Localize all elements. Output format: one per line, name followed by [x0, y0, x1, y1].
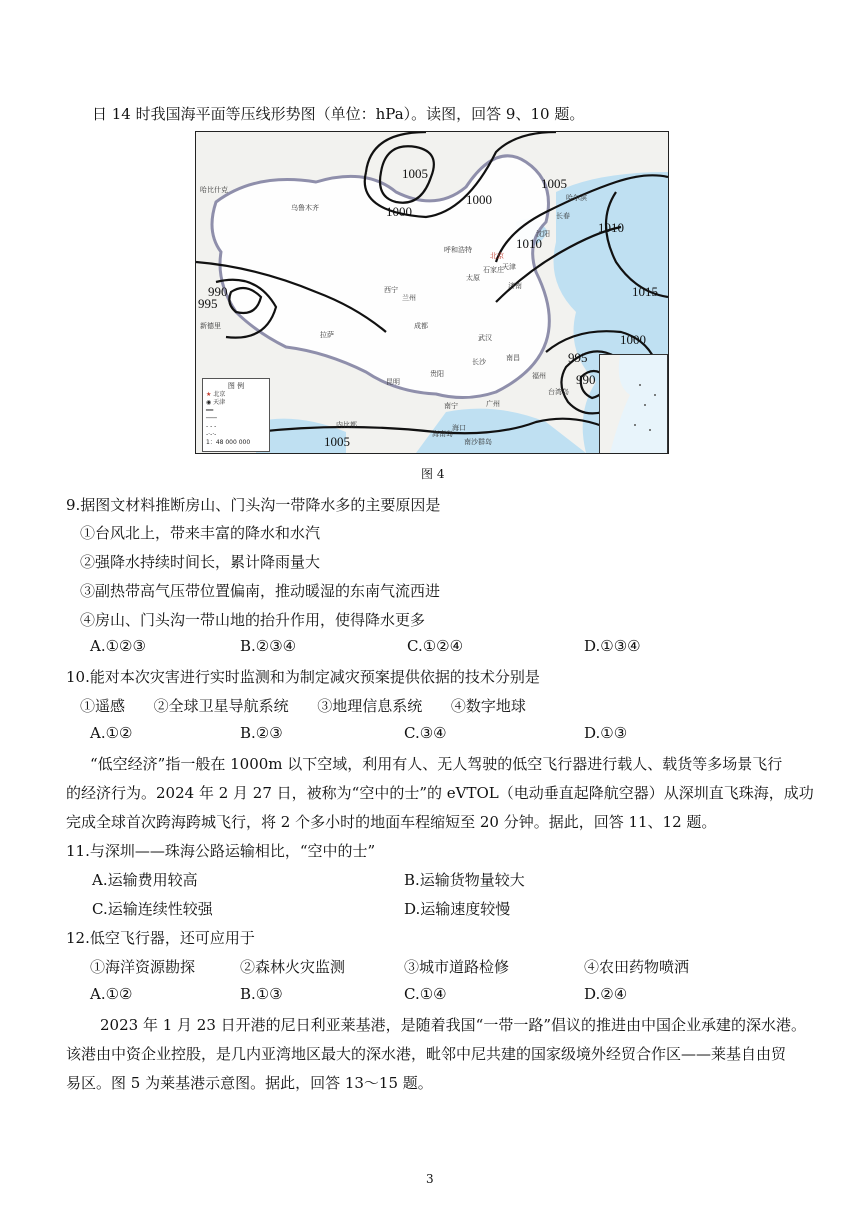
passage2-line: 易区。图 5 为莱基港示意图。据此，回答 13～15 题。 — [66, 1074, 433, 1092]
city-label: 呼和浩特 — [444, 246, 472, 254]
city-label: 南沙群岛 — [464, 438, 492, 446]
legend-item: ★ 北京 — [206, 391, 226, 398]
city-label: 长春 — [556, 212, 570, 220]
q9-option-c[interactable]: C.①②④ — [407, 637, 464, 655]
q12-stem: 12.低空飞行器，还可应用于 — [66, 929, 255, 947]
legend-item: ◉ 天津 — [206, 399, 226, 406]
legend-title: 图 例 — [227, 382, 245, 390]
city-label: 济南 — [508, 282, 522, 290]
legend-item: ━━ — [206, 407, 214, 414]
q11-option-c[interactable]: C.运输连续性较强 — [92, 900, 213, 918]
q9-option-a[interactable]: A.①②③ — [90, 637, 146, 655]
city-label: 内比都 — [336, 421, 357, 429]
passage1-line: 的经济行为。2024 年 2 月 27 日，被称为“空中的士”的 eVTOL（电动垂直起降航空器）从深圳直飞珠海，成功 — [66, 784, 814, 802]
q12-item: ②森林火灾监测 — [240, 958, 346, 976]
city-label: 长沙 — [472, 358, 486, 366]
isobar-label: 1005 — [402, 166, 428, 181]
isobar-label: 990 — [208, 284, 228, 299]
q9-item: ①台风北上，带来丰富的降水和水汽 — [80, 524, 321, 542]
q10-option-c[interactable]: C.③④ — [404, 724, 447, 742]
passage2-line: 2023 年 1 月 23 日开港的尼日利亚莱基港，是随着我国“一带一路”倡议的推进由中国企业承建的深水港。 — [100, 1016, 806, 1034]
passage1-line: 完成全球首次跨海跨城飞行，将 2 个多小时的地面车程缩短至 20 分钟。据此，回答 11、12 题。 — [66, 813, 717, 831]
isobar-label: 1010 — [516, 236, 542, 251]
legend-scale: 1：48 000 000 — [206, 439, 251, 446]
figure-caption: 图 4 — [421, 467, 445, 481]
city-label: 拉萨 — [320, 331, 334, 339]
city-label: 哈尔滨 — [566, 194, 587, 202]
isobar-label: 995 — [568, 350, 588, 365]
legend-item-label: 天津 — [213, 399, 226, 406]
q12-option-b[interactable]: B.①③ — [240, 985, 283, 1003]
q12-item: ④农田药物喷洒 — [584, 958, 690, 976]
isobar-map — [195, 131, 669, 454]
legend-item: - - - — [206, 423, 217, 430]
q12-item: ③城市道路检修 — [404, 958, 510, 976]
q9-stem: 9.据图文材料推断房山、门头沟一带降水多的主要原因是 — [66, 496, 441, 514]
q10-option-d[interactable]: D.①③ — [584, 724, 628, 742]
city-label: 太原 — [466, 274, 480, 282]
isobar-label: 1015 — [632, 284, 658, 299]
q9-item: ③副热带高气压带位置偏南，推动暖湿的东南气流西进 — [80, 582, 441, 600]
intro-line: 日 14 时我国海平面等压线形势图（单位：hPa）。读图，回答 9、10 题。 — [92, 105, 585, 123]
city-label: 成都 — [414, 322, 428, 330]
city-label: 哈比什克 — [200, 186, 228, 194]
city-label: 新德里 — [200, 322, 221, 330]
q11-option-a[interactable]: A.运输费用较高 — [92, 871, 198, 889]
city-label: 沈阳 — [536, 230, 550, 238]
city-label: 北京 — [490, 252, 504, 260]
q11-stem: 11.与深圳——珠海公路运输相比，“空中的士” — [66, 842, 376, 860]
q11-option-d[interactable]: D.运输速度较慢 — [404, 900, 511, 918]
city-label: 西宁 — [384, 286, 398, 294]
isobar-label: 1000 — [466, 192, 492, 207]
city-label: 台湾岛 — [548, 388, 569, 396]
q12-option-c[interactable]: C.①④ — [404, 985, 447, 1003]
south-china-sea-inset — [599, 354, 668, 454]
city-label: 兰州 — [402, 294, 416, 302]
isobar-label: 1000 — [620, 332, 646, 347]
isobar-label: 1005 — [324, 434, 350, 449]
q9-option-d[interactable]: D.①③④ — [584, 637, 641, 655]
map-legend — [202, 378, 270, 452]
city-label: 乌鲁木齐 — [291, 204, 319, 212]
q10-option-b[interactable]: B.②③ — [240, 724, 283, 742]
city-label: 武汉 — [478, 334, 492, 342]
city-label: 石家庄 — [483, 266, 504, 274]
city-label: 南昌 — [506, 354, 520, 362]
legend-item-label: 北京 — [213, 391, 226, 398]
isobar-label: 990 — [576, 372, 596, 387]
isobar-label: 1000 — [386, 204, 412, 219]
city-label: 海南岛 — [432, 430, 453, 438]
q10-option-a[interactable]: A.①② — [90, 724, 133, 742]
passage1-line: “低空经济”指一般在 1000m 以下空域，利用有人、无人驾驶的低空飞行器进行载人、载货等多场景飞行 — [90, 755, 783, 773]
city-label: 昆明 — [386, 378, 400, 386]
page-number: 3 — [426, 1172, 434, 1186]
city-label: 福州 — [532, 372, 546, 380]
city-label: 贵阳 — [430, 370, 444, 378]
q12-item: ①海洋资源勘探 — [90, 958, 196, 976]
q9-item: ②强降水持续时间长，累计降雨量大 — [80, 553, 321, 571]
city-label: 广州 — [486, 400, 500, 408]
q11-option-b[interactable]: B.运输货物量较大 — [404, 871, 525, 889]
isobar-label: 1005 — [541, 176, 567, 191]
city-label: 南宁 — [444, 402, 458, 410]
city-label: 海口 — [452, 424, 466, 432]
isobar-label: 995 — [198, 296, 218, 311]
q9-item: ④房山、门头沟一带山地的抬升作用，使得降水更多 — [80, 611, 426, 629]
inset-graphic — [600, 355, 667, 453]
isobar-label: 1010 — [598, 220, 624, 235]
city-label: 天津 — [502, 263, 516, 271]
passage2-line: 该港由中资企业控股，是几内亚湾地区最大的深水港，毗邻中尼共建的国家级境外经贸合作区——莱基自由贸 — [66, 1045, 787, 1063]
legend-item: ─── — [206, 415, 217, 422]
q9-option-b[interactable]: B.②③④ — [240, 637, 297, 655]
q10-items: ①遥感 ②全球卫星导航系统 ③地理信息系统 ④数字地球 — [80, 697, 526, 715]
q12-option-d[interactable]: D.②④ — [584, 985, 628, 1003]
legend-item: -·-·- — [206, 431, 217, 438]
q12-option-a[interactable]: A.①② — [90, 985, 133, 1003]
q10-stem: 10.能对本次灾害进行实时监测和为制定减灾预案提供依据的技术分别是 — [66, 668, 540, 686]
